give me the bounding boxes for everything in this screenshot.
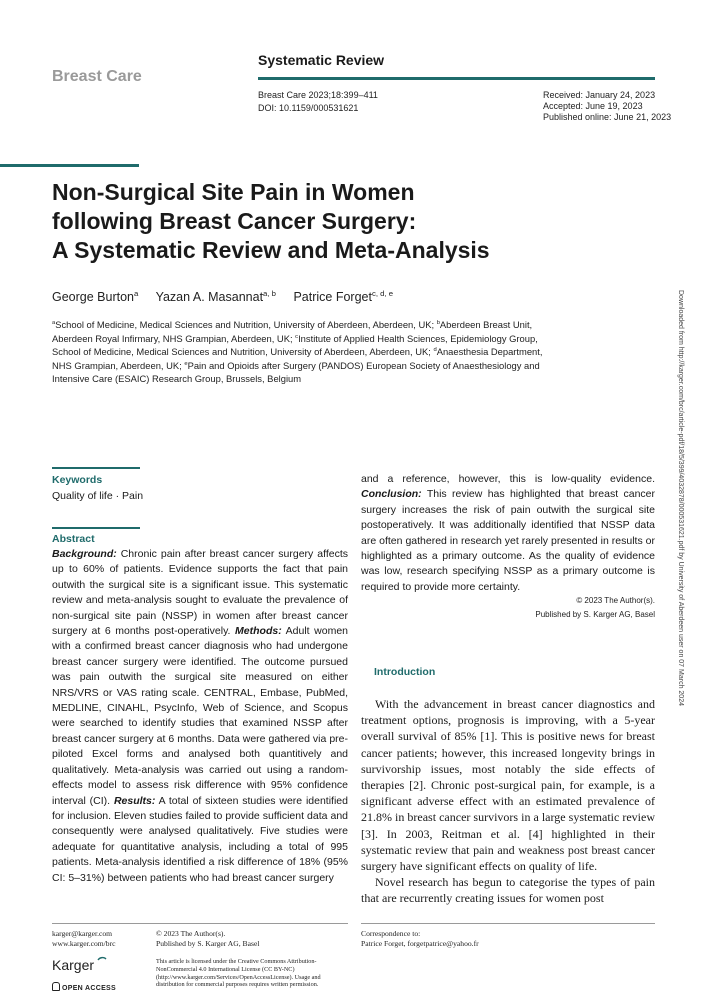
copyright-line: Published by S. Karger AG, Basel — [156, 938, 260, 948]
author-affil-sup: a, b — [263, 288, 276, 298]
open-access-badge — [52, 982, 116, 992]
received-date: Received: January 24, 2023 — [543, 90, 656, 100]
affil-sup: d — [433, 346, 437, 353]
introduction-heading: Introduction — [374, 666, 436, 678]
dates-block — [543, 90, 671, 123]
footer-rule-right — [361, 923, 655, 924]
correspondence-label: Correspondence to: — [361, 929, 421, 938]
title-accent-rule — [0, 164, 139, 167]
author-affil-sup: c, d, e — [371, 288, 394, 298]
background-text: Chronic pain after breast cancer surgery affects up to 60% of patients. Evidence supports the fact that pain outwith the surgical site is a significant issue. This systematic review and meta-analysis sought to evaluate the prevalence of non-surgical site pain (NSSP) in women after breast cancer surgery at 6 months post-operatively. — [52, 548, 348, 638]
open-access-icon — [52, 982, 60, 991]
copyright-line: Published by S. Karger AG, Basel — [535, 610, 655, 619]
author-name: Patrice Forget — [293, 290, 372, 304]
abstract-right — [361, 472, 655, 595]
methods-label: Methods: — [235, 625, 282, 638]
affiliation: Institute of Applied Health Sciences, Epidemiology Group, School of Medicine, Medical Sciences and Nutrition, University of Aberdeen, Aberdeen, UK; — [52, 332, 538, 357]
affiliation: Anaesthesia Department, NHS Grampian, Aberdeen, UK; — [52, 346, 543, 371]
conclusion-text: This review has highlighted that breast cancer surgery increases the risk of pain outwith the surgical site postoperatively. It was additionally identified that NSSP data are often gathered in research yet rarely presented in results or highlighted as a primary outcome. As the quality of evidence was low, research specifying NSSP as a primary outcome is required to provide more certainty. — [361, 488, 655, 593]
abstract-rule — [52, 527, 140, 529]
abstract-left — [52, 547, 348, 886]
conclusion-label: Conclusion: — [361, 488, 422, 501]
affil-sup: a — [52, 319, 56, 326]
publisher-website[interactable]: www.karger.com/brc — [52, 938, 116, 948]
results-text: A total of sixteen studies were identified for inclusion. Eleven studies failed to provide sufficient data and consequently were analysed qualitatively. Five studies were adequate for quantitative analysis, including a total of 995 patients. Meta-analysis identified a risk difference of 18% (95% CI: 5–31%) between patients who had breast cancer surgery — [52, 794, 348, 884]
keywords-heading: Keywords — [52, 474, 103, 486]
results-text-continued: and a reference, however, this is low-quality evidence. — [361, 473, 655, 485]
background-label: Background: — [52, 548, 117, 560]
download-notice-text: Downloaded from http://karger.com/brc/article-pdf/18/5/399/4032878/000531621.pdf by University of Aberdeen user on 07 March 2024 — [677, 290, 684, 706]
author-affil-sup: a — [134, 288, 139, 298]
citation-block — [258, 90, 378, 114]
keywords-text: Quality of life · Pain — [52, 490, 144, 502]
correspondence — [361, 929, 655, 948]
affiliations — [52, 318, 554, 386]
karger-logo — [52, 955, 142, 995]
article-type: Systematic Review — [258, 52, 385, 68]
affiliation: Aberdeen Breast Unit, Aberdeen Royal Infirmary, NHS Grampian, Aberdeen, UK; — [52, 319, 533, 344]
abstract-copyright — [461, 595, 655, 620]
publisher-email[interactable]: karger@karger.com — [52, 929, 113, 938]
affil-sup: e — [184, 360, 188, 367]
author-name: George Burton — [52, 290, 134, 304]
doi: DOI: 10.1159/000531621 — [258, 103, 359, 113]
paragraph: Novel research has begun to categorise the types of pain that are recurrently creating issues for women post — [361, 875, 655, 906]
affiliation: Pain and Opioids after Surgery (PANDOS) European Society of Anaesthesiology and Intensive Care (ESAIC) Research Group, Brussels, Belgium — [52, 359, 540, 384]
title-line: A Systematic Review and Meta-Analysis — [52, 237, 490, 263]
results-label: Results: — [113, 794, 156, 807]
footer-rule-left — [52, 923, 348, 924]
author — [156, 290, 276, 304]
accepted-date: Accepted: June 19, 2023 — [543, 101, 643, 111]
download-notice — [672, 290, 686, 890]
correspondence-contact[interactable]: Patrice Forget, forgetpatrice@yahoo.fr — [361, 938, 479, 948]
methods-text: Adult women with a confirmed breast cancer diagnosis who had undergone breast cancer surgery were identified. The outcome pursued was pain outwith the surgical site measured on either NRS/VRS or VAS rating scale. CENTRAL, Embase, PubMed, MEDLINE, CINAHL, PsycInfo, Web of Science, and Scopus were searched to identify studies that examined NSSP after breast cancer surgery at 6 months. Data were gathered via pre-piloted Excel forms and analysed both quantitively and qualitatively. Meta-analysis was carried out using a random-effects model to assess risk difference with 95% confidence interval (CI). — [52, 625, 348, 807]
title-line: following Breast Cancer Surgery: — [52, 208, 417, 234]
header-rule — [258, 77, 655, 80]
citation: Breast Care 2023;18:399–411 — [258, 90, 378, 100]
paragraph: With the advancement in breast cancer diagnostics and treatment options, prognosis is improving, with a 5-year overall survival of 85% [1]. This is positive news for breast cancer patients; however, this increased longevity brings in survivorship issues, most notably the side effects of therapies [2]. Chronic post-surgical pain, for example, is a significant adverse effect with an estimated prevalence of 21.8% in breast cancer survivors in a large systematic review [3]. In 2003, Reitman et al. [4] highlighted in their systematic review that pain and weakness post breast cancer surgery have significant effects on quality of life. — [361, 697, 655, 874]
karger-logo-mark — [52, 955, 110, 977]
footer-copyright — [156, 929, 350, 948]
affil-sup: b — [436, 319, 440, 326]
introduction-body — [361, 696, 655, 907]
affiliation: School of Medicine, Medical Sciences and Nutrition, University of Aberdeen, Aberdeen, UK; — [55, 319, 437, 330]
author — [52, 290, 138, 304]
author — [293, 290, 393, 304]
keywords-rule — [52, 467, 140, 469]
published-date: Published online: June 21, 2023 — [543, 112, 672, 122]
license-text: This article is licensed under the Creative Commons Attribution-NonCommercial 4.0 International License (CC BY-NC) (http://www.karger.com/Services/OpenAccessLicense). Usage and distribution for commercial purposes requires written permission. — [156, 958, 321, 989]
logo-wordmark: Karger — [52, 957, 95, 973]
article-title — [52, 178, 652, 265]
journal-name: Breast Care — [52, 68, 142, 85]
author-name: Yazan A. Masannat — [155, 290, 264, 304]
copyright-line: © 2023 The Author(s). — [576, 596, 655, 605]
affil-sup: c — [295, 333, 299, 340]
publisher-contact — [52, 929, 115, 948]
abstract-heading: Abstract — [52, 533, 95, 545]
open-access-label: OPEN ACCESS — [62, 985, 116, 992]
author-list — [52, 290, 407, 304]
copyright-line: © 2023 The Author(s). — [156, 929, 226, 938]
title-line: Non-Surgical Site Pain in Women — [52, 179, 415, 205]
